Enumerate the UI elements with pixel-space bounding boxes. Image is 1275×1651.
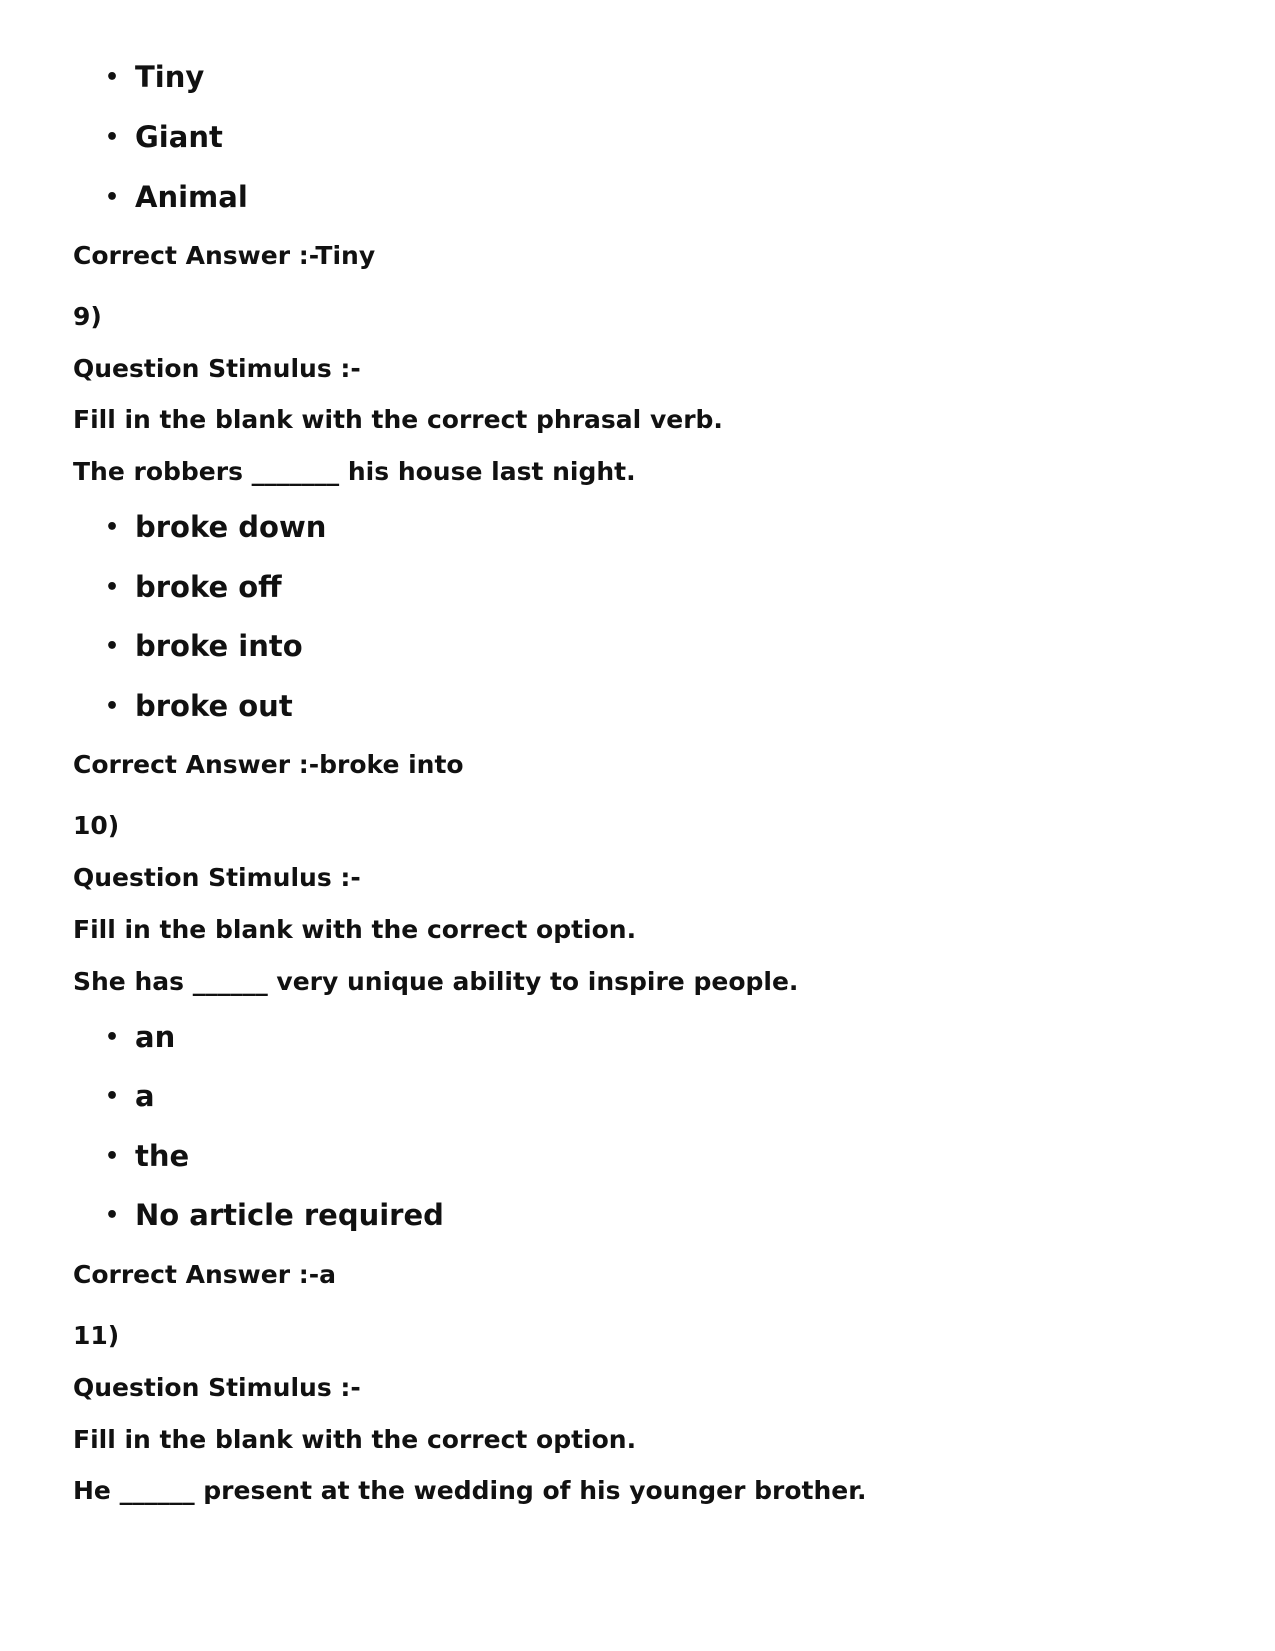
bullet-icon: • xyxy=(105,65,120,90)
question-sentence: He ______ present at the wedding of his younger brother. xyxy=(73,1476,867,1505)
option-text: Animal xyxy=(135,180,248,214)
option-text: broke into xyxy=(135,629,303,663)
question-stimulus-label: Question Stimulus :- xyxy=(73,354,361,383)
question-number: 10) xyxy=(73,811,120,840)
option-item xyxy=(105,1079,155,1114)
question-instruction: Fill in the blank with the correct option. xyxy=(73,1425,637,1454)
bullet-icon: • xyxy=(105,1203,120,1228)
option-text: Giant xyxy=(135,120,223,154)
correct-answer: Correct Answer :-a xyxy=(73,1260,336,1289)
bullet-icon: • xyxy=(105,1144,120,1169)
option-text: broke down xyxy=(135,510,327,544)
question-instruction: Fill in the blank with the correct phrasal verb. xyxy=(73,405,723,434)
option-item xyxy=(105,510,326,545)
option-text: broke off xyxy=(135,570,282,604)
question-stimulus-label: Question Stimulus :- xyxy=(73,1373,361,1402)
bullet-icon: • xyxy=(105,634,120,659)
bullet-icon: • xyxy=(105,575,120,600)
bullet-icon: • xyxy=(105,1084,120,1109)
option-text: a xyxy=(135,1079,155,1113)
option-item xyxy=(105,180,248,215)
correct-answer: Correct Answer :-broke into xyxy=(73,750,464,779)
bullet-icon: • xyxy=(105,125,120,150)
option-item xyxy=(105,120,223,155)
option-text: an xyxy=(135,1020,176,1054)
option-item xyxy=(105,1198,444,1233)
option-text: the xyxy=(135,1139,190,1173)
option-item xyxy=(105,629,303,664)
question-number: 9) xyxy=(73,302,102,331)
bullet-icon: • xyxy=(105,1025,120,1050)
option-item xyxy=(105,689,293,724)
option-text: Tiny xyxy=(135,60,205,94)
option-item xyxy=(105,1139,189,1174)
bullet-icon: • xyxy=(105,694,120,719)
question-sentence: The robbers _______ his house last night. xyxy=(73,457,636,486)
question-sentence: She has ______ very unique ability to inspire people. xyxy=(73,967,799,996)
correct-answer: Correct Answer :-Tiny xyxy=(73,241,376,270)
question-number: 11) xyxy=(73,1321,120,1350)
option-item xyxy=(105,60,204,95)
question-stimulus-label: Question Stimulus :- xyxy=(73,863,361,892)
bullet-icon: • xyxy=(105,515,120,540)
option-item xyxy=(105,1020,175,1055)
bullet-icon: • xyxy=(105,185,120,210)
option-item xyxy=(105,570,282,605)
question-instruction: Fill in the blank with the correct option. xyxy=(73,915,637,944)
option-text: broke out xyxy=(135,689,293,723)
option-text: No article required xyxy=(135,1198,444,1232)
